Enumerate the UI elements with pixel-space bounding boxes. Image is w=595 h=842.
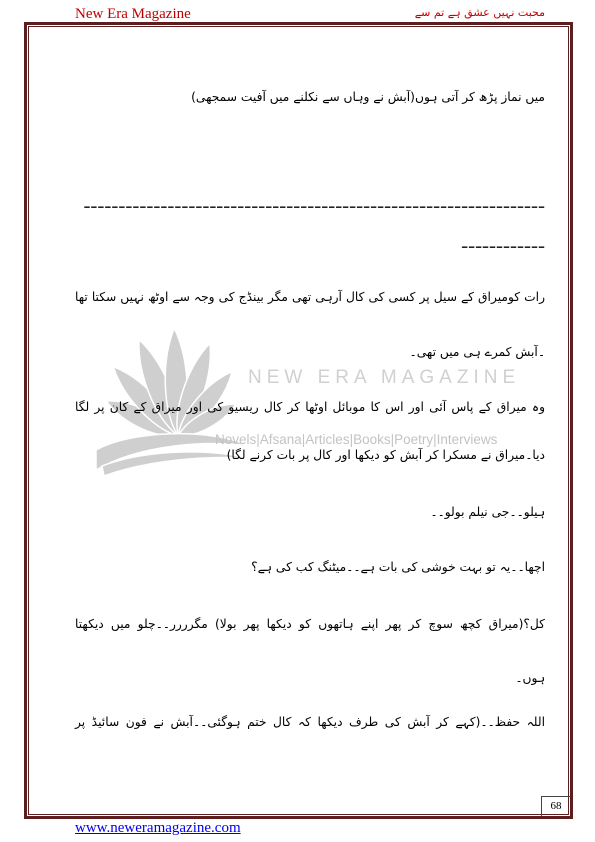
narration-line: دیا۔میراق نے مسکرا کر آبش کو دیکھا اور کال پر بات کرنے لگا) xyxy=(226,448,545,462)
story-body xyxy=(75,0,545,760)
separator-dashes-short: ------------ xyxy=(461,233,545,257)
magazine-name-header: New Era Magazine xyxy=(75,6,191,22)
watermark-brand-text: NEW ERA MAGAZINE xyxy=(248,367,521,388)
narration-line: میں نماز پڑھ کر آتی ہوں(آبش نے وہاں سے نکلنے میں آفیت سمجھی) xyxy=(191,90,545,104)
dialogue-line: اچھا۔۔یہ تو بہت خوشی کی بات ہے۔۔میٹنگ کب کی ہے؟ xyxy=(251,560,545,574)
watermark-tagline: Novels|Afsana|Articles|Books|Poetry|Interviews xyxy=(215,432,498,447)
dialogue-line: کل؟(میراق کچھ سوچ کر پھر اپنے ہاتھوں کو دیکھا پھر بولا) مگرررر۔۔چلو میں دیکھتا xyxy=(75,617,545,631)
novel-title-header: محبت نہیں عشق ہے تم سے xyxy=(414,6,545,19)
dialogue-line: ہیلو۔۔جی نیلم بولو۔۔ xyxy=(430,505,545,519)
separator-dashes: ------------------------------------------------------------------ xyxy=(83,193,545,217)
page-number: 68 xyxy=(541,796,570,816)
dialogue-line: ہوں۔ xyxy=(515,671,545,685)
dialogue-line: اللہ حفظ۔۔(کہے کر آبش کی طرف دیکھا کہ کال ختم ہوگئی۔۔آبش نے فون سائیڈ پر xyxy=(75,715,545,729)
narration-line: وہ میراق کے پاس آئی اور اس کا موبائل اوٹھا کر کال ریسیو کی اور میراق کے کان پر لگا xyxy=(75,400,545,414)
narration-line: ۔آبش کمرے ہی میں تھی۔ xyxy=(409,345,545,359)
narration-line: رات کومیراق کے سیل پر کسی کی کال آرہی تھی مگر بینڈج کی وجہ سے اوٹھ نہیں سکتا تھا xyxy=(75,290,545,304)
website-link[interactable]: www.neweramagazine.com xyxy=(75,820,241,836)
